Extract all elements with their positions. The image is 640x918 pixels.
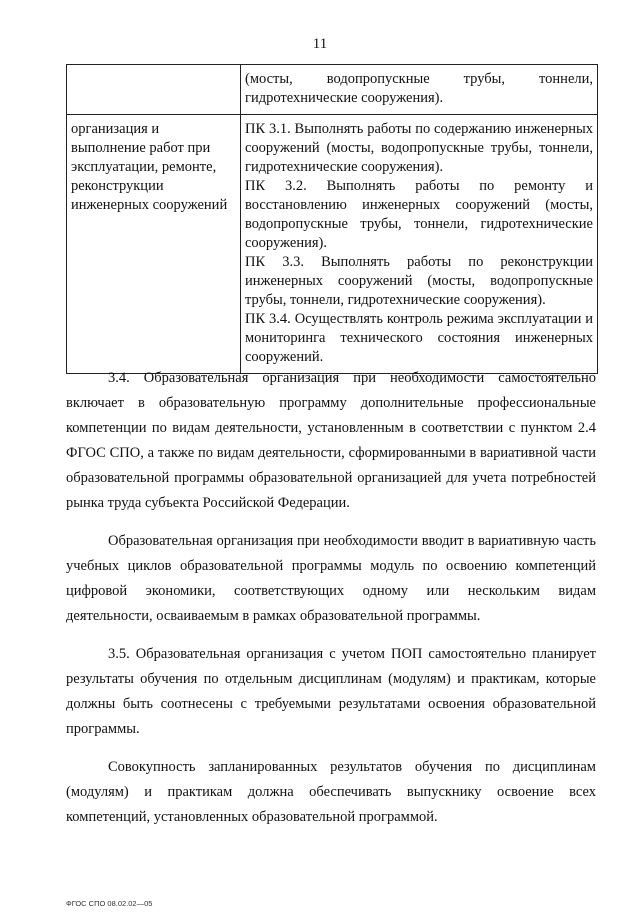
paragraph-digital-economy: Образовательная организация при необходимости вводит в вариативную часть учебных циклов образовательной программы модуль по освоению компетенций цифровой экономики, соответствующих одному или нескольким видам деятельности, осваиваемым в рамках образовательной программы. [66, 533, 596, 624]
competencies-cell [241, 115, 598, 374]
table-cell-continuation: (мосты, водопропускные трубы, тоннели, гидротехнические сооружения). [241, 65, 598, 115]
competency-pk-3-3: ПК 3.3. Выполнять работы по реконструкции инженерных сооружений (мосты, водопропускные трубы, тоннели, гидротехнические сооружения). [245, 254, 593, 308]
page-number: 11 [312, 36, 328, 52]
activity-cell: организация и выполнение работ при эксплуатации, ремонте, реконструкции инженерных сооружений [67, 115, 241, 374]
body-text [66, 366, 596, 843]
table-cell-empty [67, 65, 241, 115]
competency-pk-3-2: ПК 3.2. Выполнять работы по ремонту и восстановлению инженерных сооружений (мосты, водопропускные трубы, тоннели, гидротехнические сооружения). [245, 178, 593, 251]
table-row [67, 115, 598, 374]
competency-table [66, 64, 598, 374]
document-footer: ФГОС СПО 08.02.02—05 [66, 899, 153, 908]
table-row [67, 65, 598, 115]
competency-pk-3-4: ПК 3.4. Осуществлять контроль режима эксплуатации и мониторинга технического состояния инженерных сооружений. [245, 311, 593, 365]
competency-pk-3-1: ПК 3.1. Выполнять работы по содержанию инженерных сооружений (мосты, водопропускные трубы, тоннели, гидротехнические сооружения). [245, 121, 593, 175]
paragraph-3-4: 3.4. Образовательная организация при необходимости самостоятельно включает в образовательную программу дополнительные профессиональные компетенции по видам деятельности, установленным в соответствии с пунктом 2.4 ФГОС СПО, а также по видам деятельности, сформированными в вариативной части образовательной программы образовательной организацией для учета потребностей рынка труда субъекта Российской Федерации. [66, 370, 596, 511]
paragraph-learning-results: Совокупность запланированных результатов обучения по дисциплинам (модулям) и практикам должна обеспечивать выпускнику освоение всех компетенций, установленных образовательной программой. [66, 759, 596, 825]
paragraph-3-5: 3.5. Образовательная организация с учетом ПОП самостоятельно планирует результаты обучения по отдельным дисциплинам (модулям) и практикам, которые должны быть соотнесены с требуемыми результатами освоения образовательной программы. [66, 646, 596, 737]
